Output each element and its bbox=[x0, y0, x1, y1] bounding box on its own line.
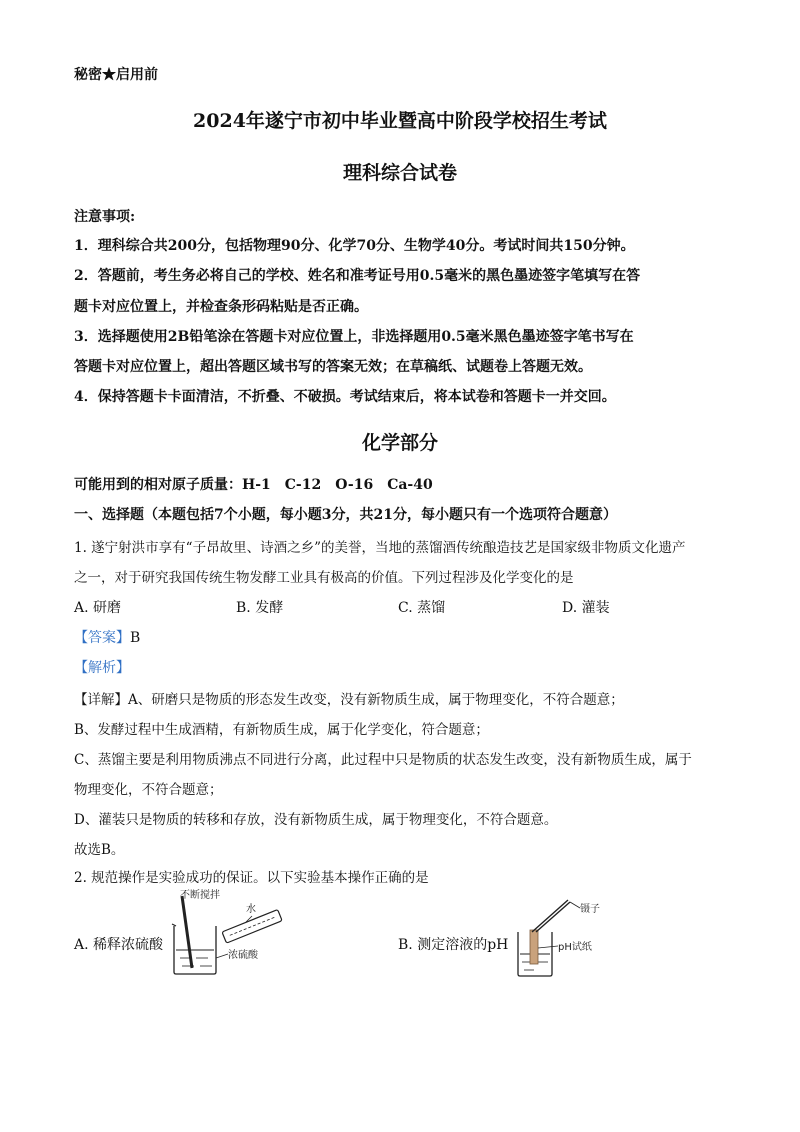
q2-stem: 2. 规范操作是实验成功的保证。以下实验基本操作正确的是 bbox=[74, 870, 429, 886]
q1-stem-line2: 之一，对于研究我国传统生物发酵工业具有极高的价值。下列过程涉及化学变化的是 bbox=[74, 570, 574, 586]
acid-leader bbox=[216, 954, 228, 958]
dilution-figure bbox=[160, 888, 290, 978]
answer-tag: 【答案】 bbox=[74, 630, 130, 646]
q1-detail-c1: C、蒸馏主要是利用物质沸点不同进行分离，此过程中只是物质的状态发生改变，没有新物质生成，属于 bbox=[74, 752, 692, 768]
water-label: 水 bbox=[246, 904, 256, 915]
tweezers-label: 镊子 bbox=[580, 904, 600, 915]
ph-paper bbox=[530, 930, 538, 964]
notice-item-1: 1．理科综合共200分，包括物理90分、化学70分、生物学40分。考试时间共150分钟。 bbox=[74, 238, 635, 254]
paper-leader bbox=[538, 946, 558, 948]
paper-title: 理科综合试卷 bbox=[342, 162, 457, 184]
tweezers-arm bbox=[536, 902, 570, 932]
tweezers-leader bbox=[570, 902, 580, 908]
notice-item-3: 3．选择题使用2B铅笔涂在答题卡对应位置上，非选择题用0.5毫米黑色墨迹签字笔书写在 bbox=[74, 329, 634, 345]
q1-detail-b: B、发酵过程中生成酒精，有新物质生成，属于化学变化，符合题意； bbox=[74, 722, 489, 738]
ph-figure bbox=[510, 892, 630, 982]
notice-heading: 注意事项: bbox=[74, 209, 136, 225]
notice-item-4: 4．保持答题卡卡面清洁，不折叠、不破损。考试结束后，将本试卷和答题卡一并交回。 bbox=[74, 389, 616, 405]
notice-item-2-cont: 题卡对应位置上，并检查条形码粘贴是否正确。 bbox=[74, 299, 368, 315]
detail-tag: 【详解】 bbox=[74, 692, 128, 708]
q1-option-b: B. 发酵 bbox=[236, 600, 284, 616]
q2-option-a: A. 稀释浓硫酸 bbox=[74, 937, 164, 953]
notice-item-2: 2．答题前，考生务必将自己的学校、姓名和准考证号用0.5毫米的黑色墨迹签字笔填写在答 bbox=[74, 268, 641, 284]
detail-a-text: A、研磨只是物质的形态发生改变，没有新物质生成，属于物理变化，不符合题意； bbox=[128, 692, 624, 708]
q1-detail-a bbox=[74, 688, 624, 708]
secret-mark: 秘密★启用前 bbox=[74, 67, 158, 83]
stir-label: 不断搅拌 bbox=[180, 890, 220, 901]
q1-conclusion: 故选B。 bbox=[74, 842, 125, 858]
q1-answer bbox=[74, 627, 140, 647]
stirring-rod bbox=[182, 896, 192, 968]
exam-title: 2024年遂宁市初中毕业暨高中阶段学校招生考试 bbox=[193, 110, 607, 132]
part-one-heading: 一、选择题（本题包括7个小题，每小题3分，共21分，每小题只有一个选项符合题意） bbox=[74, 507, 617, 523]
atomic-masses: 可能用到的相对原子质量：H-1 C-12 O-16 Ca-40 bbox=[74, 477, 433, 493]
q1-option-a: A. 研磨 bbox=[74, 600, 122, 616]
q2-option-b: B. 测定溶液的pH bbox=[398, 937, 509, 953]
q1-analysis-tag: 【解析】 bbox=[74, 660, 130, 676]
paper-label: pH试纸 bbox=[558, 942, 592, 953]
tweezers-arm bbox=[532, 900, 568, 932]
q1-detail-c2: 物理变化，不符合题意； bbox=[74, 782, 223, 798]
answer-value: B bbox=[130, 630, 141, 646]
q1-stem-line1: 1. 遂宁射洪市享有“子昂故里、诗酒之乡”的美誉，当地的蒸馏酒传统酿造技艺是国家级非物质文化遗产 bbox=[74, 540, 686, 556]
section-title: 化学部分 bbox=[361, 432, 438, 454]
beaker-lip bbox=[172, 924, 176, 926]
acid-label: 浓硫酸 bbox=[228, 950, 258, 961]
q1-option-c: C. 蒸馏 bbox=[398, 600, 446, 616]
q1-detail-d: D、灌装只是物质的转移和存放，没有新物质生成，属于物理变化，不符合题意。 bbox=[74, 812, 558, 828]
q1-option-d: D. 灌装 bbox=[562, 600, 610, 616]
notice-item-3-cont: 答题卡对应位置上，超出答题区域书写的答案无效；在草稿纸、试题卷上答题无效。 bbox=[74, 359, 592, 375]
